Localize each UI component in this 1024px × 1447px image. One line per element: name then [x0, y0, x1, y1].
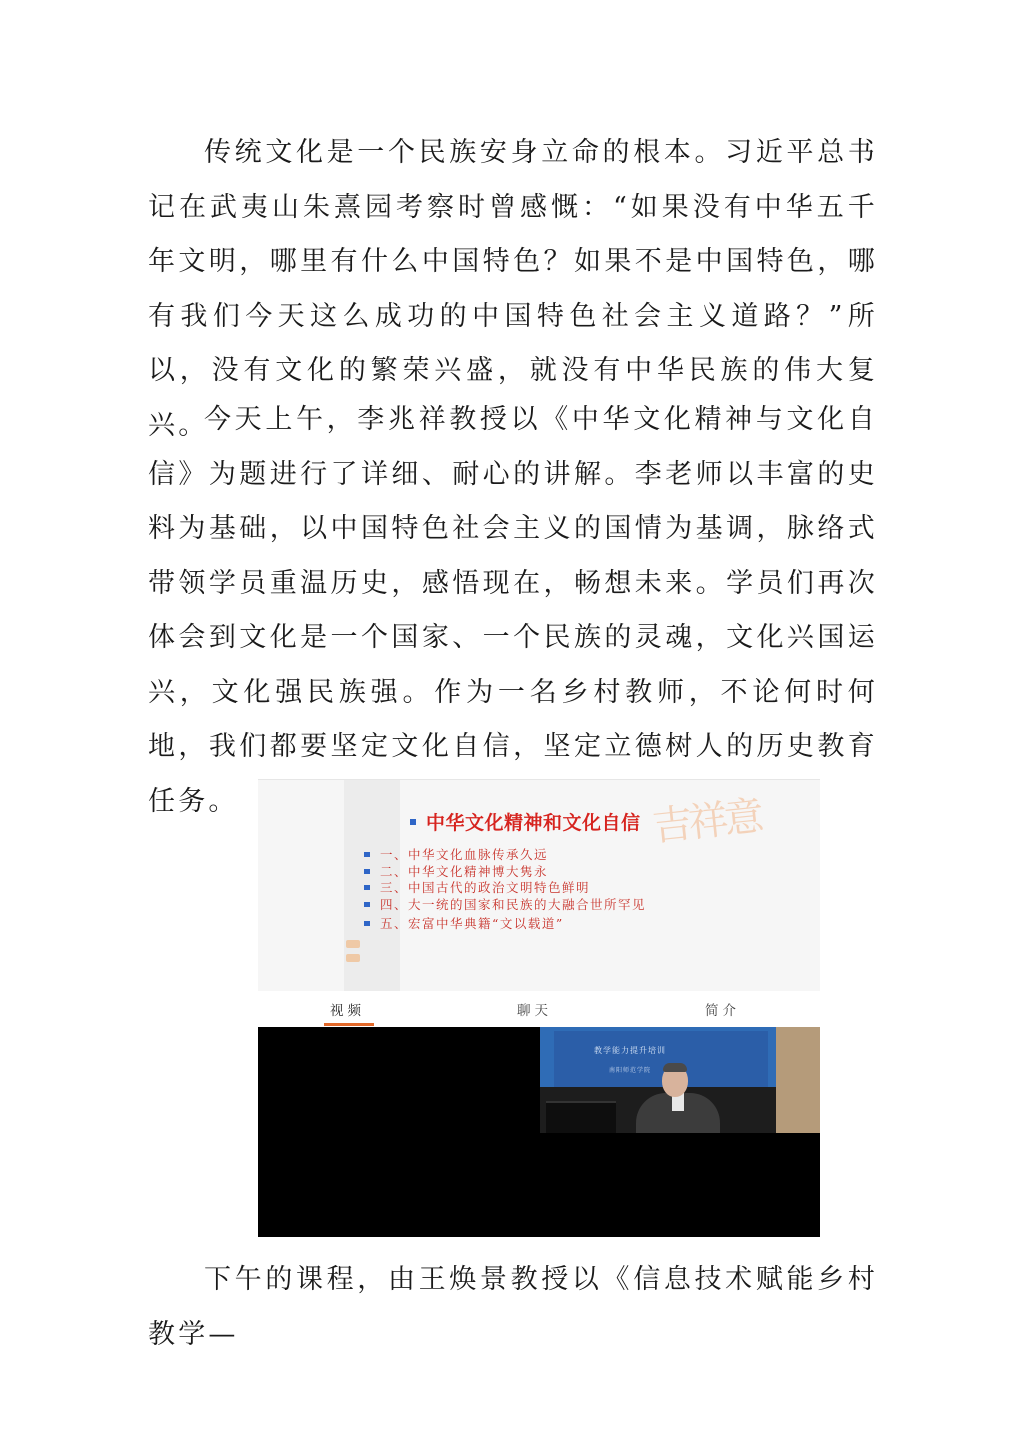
- tab-chat[interactable]: 聊天: [517, 1003, 552, 1019]
- desk-monitor: [546, 1101, 616, 1133]
- slide-decor-marks: [346, 940, 360, 968]
- slide-decoration-text: 吉祥意: [650, 793, 763, 851]
- active-tab-indicator: [324, 1023, 374, 1026]
- paragraph-1: 传统文化是一个民族安身立命的根本。习近平总书记在武夷山朱熹园考察时曾感慨：“如果没有中华五千年文明，哪里有什么中国特色？如果不是中国特色，哪有我们今天这么成功的中国特色社会主义道路？”所以，没有文化的繁荣兴盛，就没有中华民族的伟大复兴。: [148, 137, 878, 441]
- tab-intro[interactable]: 简介: [705, 1003, 740, 1019]
- slide-outline-list: [358, 847, 758, 933]
- lecture-slide: [258, 779, 820, 992]
- lecture-screenshot-figure: [258, 779, 820, 1237]
- projection-subtitle: 南阳师范学院: [609, 1067, 652, 1074]
- paragraph-2: 今天上午，李兆祥教授以《中华文化精神与文化自信》为题进行了详细、耐心的讲解。李老师以丰富的史料为基础，以中国特色社会主义的国情为基调，脉络式带领学员重温历史，感悟现在，畅想未来。学员们再次体会到文化是一个国家、一个民族的灵魂，文化兴国运兴，文化强民族强。作为一名乡村教师，不论何时何地，我们都要坚定文化自信，坚定立德树人的历史教育任务。: [148, 404, 878, 817]
- video-area[interactable]: [258, 1027, 820, 1237]
- slide-outline-item: 一、中华文化血脉传承久远: [358, 847, 758, 863]
- player-tabs: [258, 991, 820, 1027]
- projection-title: 教学能力提升培训: [594, 1046, 666, 1055]
- projection-screen: [554, 1031, 768, 1091]
- slide-title-row: [410, 808, 641, 835]
- lecturer-video-thumbnail[interactable]: [540, 1027, 820, 1133]
- slide-outline-item: 二、中华文化精神博大隽永: [358, 864, 758, 880]
- tab-video[interactable]: 视频: [330, 1003, 365, 1019]
- slide-outline-item: 三、中国古代的政治文明特色鲜明: [358, 880, 758, 896]
- slide-outline-item: 四、大一统的国家和民族的大融合世所罕见: [358, 897, 758, 913]
- wall-shelf: [776, 1027, 820, 1133]
- slide-title: 中华文化精神和文化自信: [426, 812, 641, 834]
- slide-title-bullet: [410, 819, 416, 825]
- slide-outline-item: 五、宏富中华典籍“文以载道”: [358, 916, 758, 932]
- paragraph-3: 下午的课程，由王焕景教授以《信息技术赋能乡村教学—: [148, 1264, 878, 1350]
- lecturer-hair: [663, 1063, 687, 1072]
